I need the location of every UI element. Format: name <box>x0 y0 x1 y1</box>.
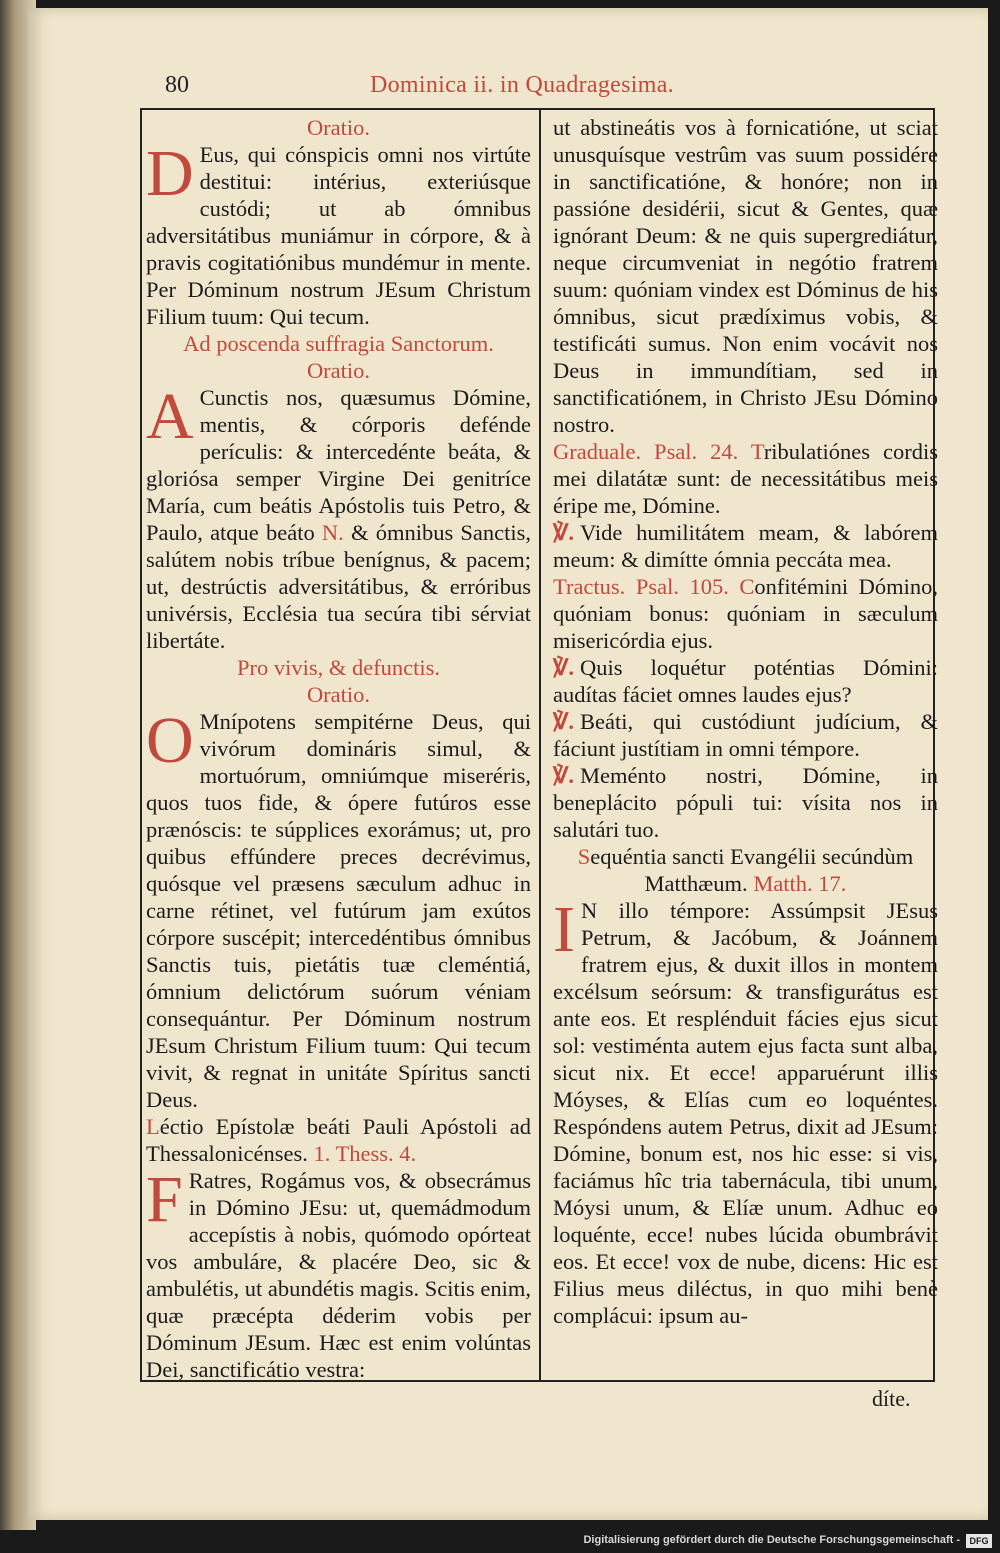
versicle-text: Vide humilitátem meam, & labórem meum: & dimítte ómnia peccáta mea. <box>553 520 938 572</box>
dfg-logo: DFG <box>966 1534 992 1548</box>
page-header <box>165 72 705 104</box>
drop-initial: O <box>146 704 194 777</box>
gospel-paragraph <box>553 893 938 1329</box>
versicle-text: Beáti, qui custódiunt judícium, & fáciunt justítiam in omni témpore. <box>553 709 938 761</box>
footer-credit: Digitalisierung gefördert durch die Deutsche Forschungsgemeinschaft - <box>583 1534 960 1546</box>
left-column <box>146 114 531 1383</box>
graduale-first-letter: T <box>750 439 764 464</box>
oratio-text: Eus, qui cónspicis omni nos virtúte destitui: intérius, exteriúsque custódi; ut ab ómnibus adversitátibus muniámur in córpore, & à pravis cogitatiónibus mundémur in mente. Per Dóminum nostrum JEsum Christum Filium tuum: Qui tecum. <box>146 142 531 329</box>
versicle-icon: ℣. <box>553 763 575 788</box>
oratio-paragraph <box>146 137 531 330</box>
sequentia-heading <box>553 843 938 897</box>
gospel-text: N illo témpore: Assúmpsit JEsus Petrum, & Jacóbum, & Joánnem fratrem ejus, & duxit illos in montem excélsum seórsum: & transfigurátus est ante eos. Et resplénduit fácies ejus sicut sol: vestiménta autem ejus facta sunt alba, sicut nix. Et ecce! apparuérunt illis Móyses, & Elías cum eo loquéntes. Respóndens autem Petrus, dixit ad JEsum: Dómine, bonum est, nos hic esse: si vis, faciámus hîc tria tabernácula, tibi unum, Móysi unum, & Elíæ unum. Adhuc eo loquénte, ecce! nubes lúcida obumbrávit eos. Et ecce! vox de nube, dicens: Hic est Filius meus diléctus, in quo mihi benè complácui: ipsum au- <box>553 898 938 1328</box>
sequentia-reference: Matth. 17. <box>753 871 847 896</box>
versicle-text: Meménto nostri, Dómine, in beneplácito pópuli tui: vísita nos in salutári tuo. <box>553 763 938 842</box>
drop-initial: F <box>146 1163 183 1236</box>
oratio-text: Cunctis nos, quæsumus Dómine, mentis, & córporis defénde perículis: & intercedénte beáta, & gloriósa semper Virgine Dei genitríce María, cum beátis Apóstolis tuis Petro, & Paulo, atque beáto <box>146 385 531 545</box>
tractus <box>553 573 938 654</box>
versicle <box>553 654 938 708</box>
graduale-label: Graduale. Psal. 24. <box>553 439 739 464</box>
tractus-first-letter: C <box>739 574 755 599</box>
graduale <box>553 438 938 519</box>
rubric-pro-vivis: Pro vivis, & defunctis. <box>236 655 441 680</box>
tractus-label: Tractus. Psal. 105. <box>553 574 729 599</box>
epistle-continuation: ut abstineátis vos à fornicatióne, ut sciat unusquísque vestrûm vas suum possidére in sanctificatióne, & honóre; non in passióne desidérii, sicut & Gentes, quæ ignórant Deum: & ne quis supergrediátur, neque circumveniat in negótio fratrem suum: quóniam vindex est Dóminus de his ómnibus, sicut prædíximus vobis, & testificáti sumus. Non enim vocávit nos Deus in immundítiam, sed in sanctificatiónem, in Christo JEsu Dómino nostro. <box>553 115 938 437</box>
rubric-oratio: Oratio. <box>306 358 371 383</box>
column-divider <box>539 110 541 1382</box>
oratio-text: & ómnibus Sanctis, salútem nobis tríbue benígnus, & pacem; ut, destrúctis adversitátibus, & erróribus univérsis, Ecclésia tua secúra tibi sérviat libertáte. <box>146 520 532 653</box>
versicle-icon: ℣. <box>553 709 575 734</box>
lectio-first-letter: L <box>146 1114 160 1139</box>
versicle <box>553 762 938 843</box>
rubric-oratio: Oratio. <box>306 115 371 140</box>
rubric-suffragia: Ad poscenda suffragia Sanctorum. <box>183 331 494 356</box>
sequentia-title: equéntia sancti Evangélii secúndùm Matthæum. <box>590 844 914 896</box>
sequentia-first-letter: S <box>577 844 591 869</box>
name-placeholder: N. <box>321 520 344 545</box>
page-number: 80 <box>165 72 189 98</box>
rubric-oratio: Oratio. <box>306 682 371 707</box>
drop-initial: I <box>553 893 575 966</box>
versicle-text: Quis loquétur poténtias Dómini: audítas fáciet omnes laudes ejus? <box>553 655 938 707</box>
lectio-reference: 1. Thess. 4. <box>313 1141 417 1166</box>
oratio-text: Mnípotens sempitérne Deus, qui vivórum domináris simul, & mortuórum, omniúmque miseréris, quos tuos fide, & ópere futúros esse prænóscis: te súpplices exorámus; ut, pro quibus effúndere preces decrévimus, quósque vel præsens sæculum adhuc in carne rétinet, vel futúrum jam exútos córpore suscépit; intercedéntibus ómnibus Sanctis tuis, pietátis tuæ cleméntiá, ómnium delictórum suórum véniam consequántur. Per Dóminum nostrum JEsum Christum Filium tuum: Qui tecum vivit, & regnat in unitáte Spíritus sancti Deus. <box>146 709 531 1112</box>
tractus-text: onfitémini Dómino, quóniam bonus: quóniam in sæculum misericórdia ejus. <box>553 574 938 653</box>
running-head: Dominica ii. in Quadragesima. <box>370 72 674 98</box>
lectio-title: éctio Epístolæ beáti Pauli Apóstoli ad Thessalonicénses. <box>146 1114 531 1166</box>
oratio-paragraph <box>146 704 531 1113</box>
footer-bar <box>0 1530 1000 1553</box>
epistle-paragraph <box>146 1163 531 1383</box>
oratio-paragraph <box>146 380 532 654</box>
catchword: díte. <box>872 1386 911 1411</box>
right-column <box>553 114 938 1329</box>
versicle <box>553 519 938 573</box>
versicle-icon: ℣. <box>553 520 575 545</box>
lectio-heading <box>146 1113 531 1167</box>
versicle-icon: ℣. <box>553 655 575 680</box>
epistle-text: Ratres, Rogámus vos, & obsecrámus in Dómino JEsu: ut, quemádmodum accepístis à nobis, quómodo opórteat vos ambuláre, & placére Deo, sic & ambulétis, ut abundétis magis. Scitis enim, quæ præcépta déderim vobis per Dóminum JEsum. Hæc est enim volúntas Dei, sanctificátio vestra: <box>146 1168 531 1382</box>
drop-initial: D <box>146 137 194 210</box>
graduale-text: ribulatiónes cordis mei dilatátæ sunt: de necessitátibus meis éripe me, Dómine. <box>553 439 938 518</box>
drop-initial: A <box>146 380 194 453</box>
versicle <box>553 708 938 762</box>
